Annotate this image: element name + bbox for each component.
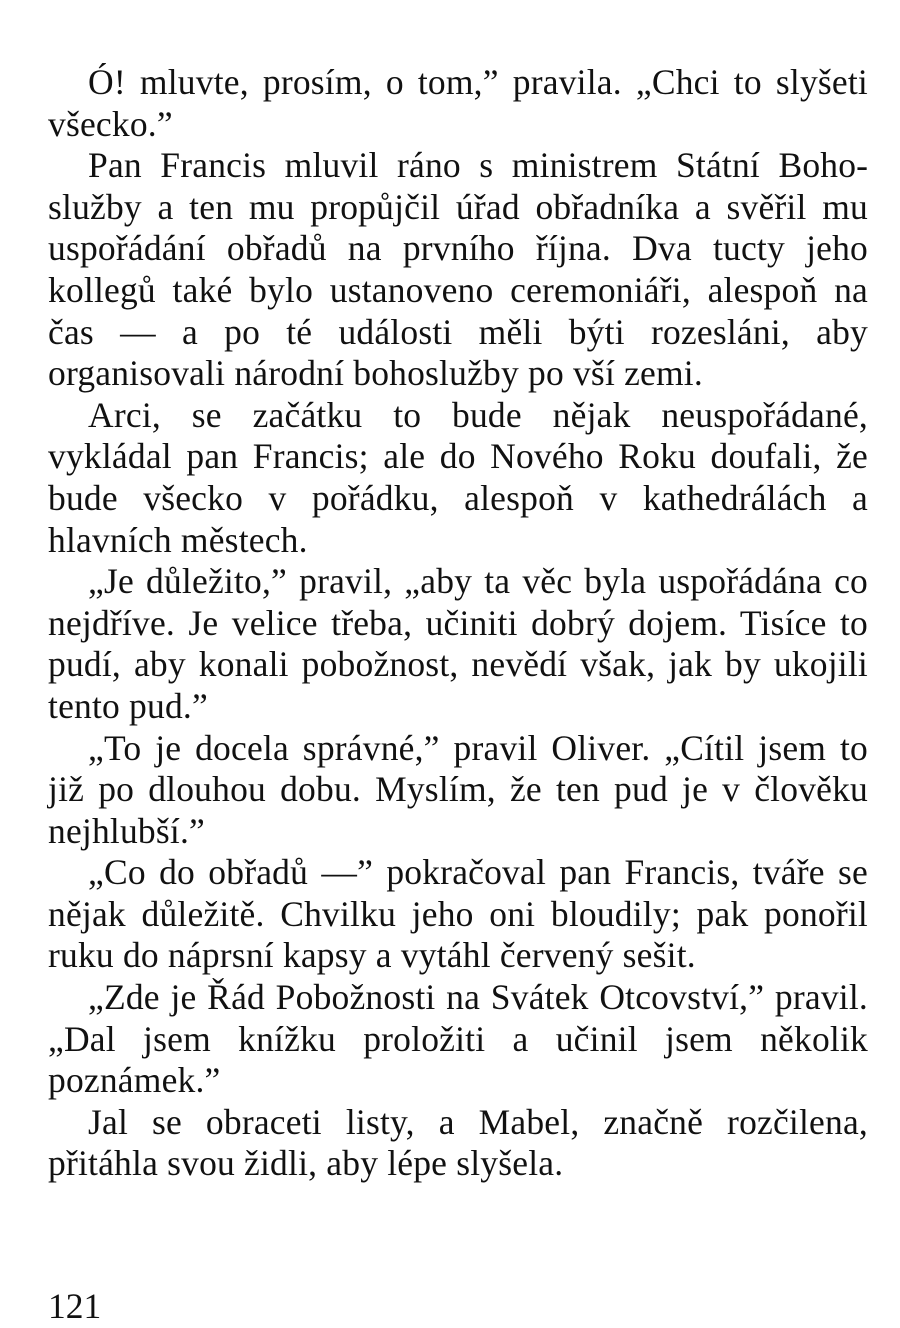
paragraph: „To je docela správné,” pravil Oliver. „Cítil jsem to již po dlouhou dobu. Myslím, že ten pud je v člověku nejhlubší.” — [48, 727, 868, 851]
paragraph: Arci, se začátku to bude nějak neuspořádané, vykládal pan Francis; ale do Nového Roku doufali, že bude všecko v pořádku, alespoň v kathedrálách a hlavních městech. — [48, 394, 868, 560]
paragraph: Jal se obraceti listy, a Mabel, značně rozčilena, přitáhla svou židli, aby lépe slyšela. — [48, 1101, 868, 1184]
page-number: 121 — [48, 1286, 102, 1326]
book-page-text — [48, 62, 868, 1185]
paragraph: „Je důležito,” pravil, „aby ta věc byla uspořádána co nejdříve. Je velice třeba, učiniti dobrý dojem. Tisíce to pudí, aby konali pobožnost, nevědí však, jak by ukojili tento pud.” — [48, 561, 868, 726]
paragraph: „Co do obřadů —” pokračoval pan Francis, tváře se nějak důležitě. Chvilku jeho oni bloudily; pak ponořil ruku do náprsní kapsy a vytáhl červený sešit. — [48, 852, 868, 976]
paragraph: Pan Francis mluvil ráno s ministrem Státní Bohoslužby a ten mu propůjčil úřad obřadníka a svěřil mu uspořádání obřadů na prvního října. Dva tucty jeho kollegů také bylo ustanoveno ceremoniáři, alespoň na čas — a po té události měli býti rozesláni, aby organisovali národní bohoslužby po vší zemi. — [48, 145, 868, 394]
paragraph: „Zde je Řád Pobožnosti na Svátek Otcovství,” pravil. „Dal jsem knížku proložiti a učinil jsem několik poznámek.” — [48, 977, 868, 1101]
paragraph: Ó! mluvte, prosím, o tom,” pravila. „Chci to slyšeti všecko.” — [48, 62, 868, 144]
